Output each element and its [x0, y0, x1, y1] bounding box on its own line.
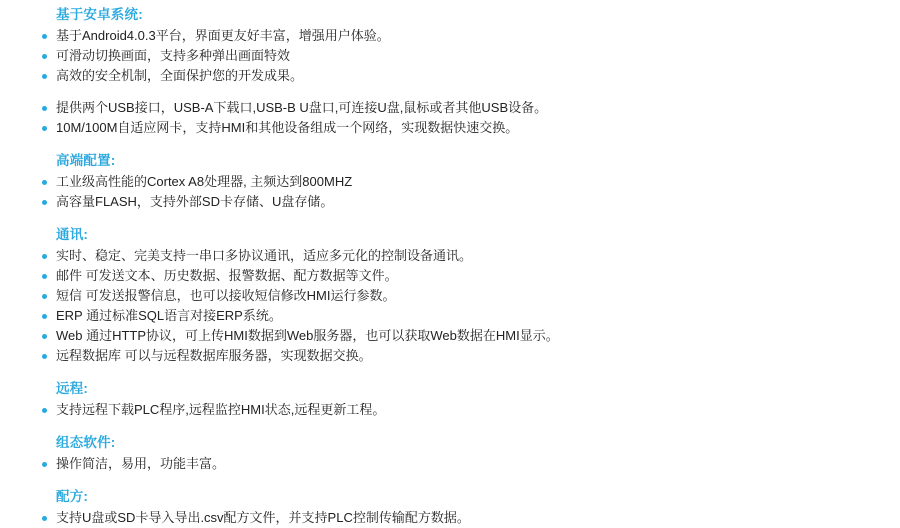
list-item-text: 支持远程下载PLC程序,远程监控HMI状态,远程更新工程。 — [56, 402, 386, 417]
section-spacer — [40, 86, 900, 98]
section-communication — [40, 224, 900, 366]
bullet-list — [40, 508, 900, 528]
section-remote — [40, 378, 900, 420]
section-high-end-config — [40, 150, 900, 212]
list-item-text: ERP 通过标准SQL语言对接ERP系统。 — [56, 308, 282, 323]
section-spacer — [40, 212, 900, 224]
section-interfaces — [40, 98, 900, 138]
bullet-dot-icon — [42, 126, 47, 131]
list-item-text: 短信 可发送报警信息，也可以接收短信修改HMI运行参数。 — [56, 288, 396, 303]
bullet-dot-icon — [42, 74, 47, 79]
section-heading: 基于安卓系统: — [56, 7, 143, 22]
list-item-text: 工业级高性能的Cortex A8处理器, 主频达到800MHZ — [56, 174, 353, 189]
section-spacer — [40, 138, 900, 150]
list-item-text: 基于Android4.0.3平台，界面更友好丰富，增强用户体验。 — [56, 28, 390, 43]
bullet-list — [40, 400, 900, 420]
list-item-text: 操作简洁，易用，功能丰富。 — [56, 456, 226, 471]
section-android-system — [40, 4, 900, 86]
list-item-text: 实时、稳定、完美支持一串口多协议通讯，适应多元化的控制设备通讯。 — [56, 248, 473, 263]
section-heading: 远程: — [56, 381, 89, 396]
bullet-list — [40, 454, 900, 474]
list-item — [40, 46, 900, 66]
section-spacer — [40, 474, 900, 486]
list-item — [40, 508, 900, 528]
bullet-dot-icon — [42, 254, 47, 259]
section-spacer — [40, 420, 900, 432]
bullet-dot-icon — [42, 274, 47, 279]
bullet-dot-icon — [42, 314, 47, 319]
list-item-text: 高容量FLASH，支持外部SD卡存储、U盘存储。 — [56, 194, 334, 209]
list-item-text: 10M/100M自适应网卡，支持HMI和其他设备组成一个网络，实现数据快速交换。 — [56, 120, 519, 135]
list-item — [40, 400, 900, 420]
list-item-text: Web 通过HTTP协议，可上传HMI数据到Web服务器，也可以获取Web数据在HMI显示。 — [56, 328, 559, 343]
list-item — [40, 26, 900, 46]
section-spacer — [40, 366, 900, 378]
bullet-list — [40, 246, 900, 366]
bullet-dot-icon — [42, 294, 47, 299]
bullet-dot-icon — [42, 106, 47, 111]
section-software — [40, 432, 900, 474]
bullet-list — [40, 98, 900, 138]
list-item — [40, 172, 900, 192]
section-heading: 配方: — [56, 489, 89, 504]
list-item-text: 支持U盘或SD卡导入导出.csv配方文件，并支持PLC控制传输配方数据。 — [56, 510, 470, 525]
bullet-dot-icon — [42, 34, 47, 39]
list-item — [40, 98, 900, 118]
bullet-dot-icon — [42, 408, 47, 413]
bullet-list — [40, 26, 900, 86]
list-item — [40, 66, 900, 86]
section-recipe — [40, 486, 900, 528]
bullet-dot-icon — [42, 462, 47, 467]
list-item-text: 提供两个USB接口，USB-A下载口,USB-B U盘口,可连接U盘,鼠标或者其他USB设备。 — [56, 100, 548, 115]
list-item — [40, 118, 900, 138]
bullet-dot-icon — [42, 54, 47, 59]
list-item — [40, 192, 900, 212]
list-item — [40, 286, 900, 306]
list-item-text: 远程数据库 可以与远程数据库服务器，实现数据交换。 — [56, 348, 372, 363]
list-item-text: 高效的安全机制，全面保护您的开发成果。 — [56, 68, 304, 83]
bullet-dot-icon — [42, 200, 47, 205]
bullet-list — [40, 172, 900, 212]
section-heading: 组态软件: — [56, 435, 116, 450]
list-item — [40, 454, 900, 474]
bullet-dot-icon — [42, 516, 47, 521]
section-heading: 高端配置: — [56, 153, 116, 168]
list-item-text: 可滑动切换画面，支持多种弹出画面特效 — [56, 48, 291, 63]
bullet-dot-icon — [42, 180, 47, 185]
list-item — [40, 246, 900, 266]
bullet-dot-icon — [42, 354, 47, 359]
list-item — [40, 326, 900, 346]
list-item-text: 邮件 可发送文本、历史数据、报警数据、配方数据等文件。 — [56, 268, 398, 283]
list-item — [40, 346, 900, 366]
bullet-dot-icon — [42, 334, 47, 339]
section-heading: 通讯: — [56, 227, 89, 242]
list-item — [40, 266, 900, 286]
list-item — [40, 306, 900, 326]
